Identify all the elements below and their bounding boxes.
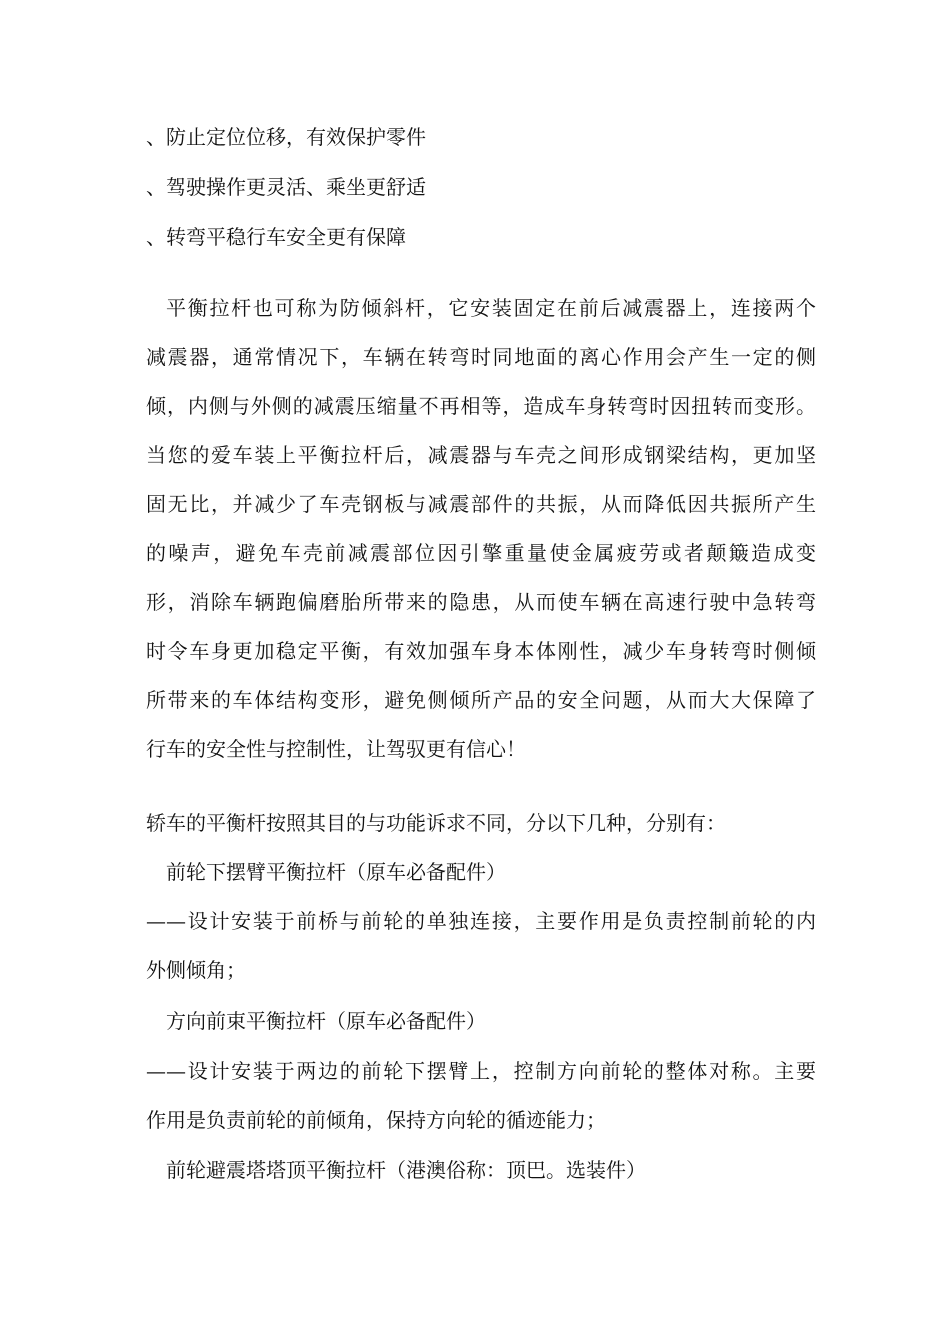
item-heading: 方向前束平衡拉杆（原车必备配件）: [166, 1009, 486, 1033]
bullet-item: 、驾驶操作更灵活、乘坐更舒适: [146, 175, 426, 199]
intro-line: 轿车的平衡杆按照其目的与功能诉求不同，分以下几种，分别有：: [146, 811, 726, 835]
item-description: 作用是负责前轮的前倾角，保持方向轮的循迹能力；: [146, 1108, 606, 1132]
item-description: ——设计安装于两边的前轮下摆臂上，控制方向前轮的整体对称。主要: [146, 1059, 816, 1083]
paragraph-line: 行车的安全性与控制性，让驾驭更有信心！: [146, 737, 526, 761]
paragraph-line: 形，消除车辆跑偏磨胎所带来的隐患，从而使车辆在高速行驶中急转弯: [146, 590, 816, 614]
paragraph-line: 倾，内侧与外侧的减震压缩量不再相等，造成车身转弯时因扭转而变形。: [146, 394, 816, 418]
paragraph-line: 的噪声，避免车壳前减震部位因引擎重量使金属疲劳或者颠簸造成变: [146, 541, 816, 565]
paragraph-line: 平衡拉杆也可称为防倾斜杆，它安装固定在前后减震器上，连接两个: [166, 296, 816, 320]
item-description: ——设计安装于前桥与前轮的单独连接，主要作用是负责控制前轮的内: [146, 909, 816, 933]
paragraph-line: 减震器，通常情况下，车辆在转弯时同地面的离心作用会产生一定的侧: [146, 345, 816, 369]
item-description: 外侧倾角；: [146, 958, 246, 982]
paragraph-line: 时令车身更加稳定平衡，有效加强车身本体刚性，减少车身转弯时侧倾: [146, 639, 816, 663]
bullet-item: 、转弯平稳行车安全更有保障: [146, 225, 406, 249]
item-heading: 前轮避震塔塔顶平衡拉杆（港澳俗称：顶巴。选装件）: [166, 1158, 646, 1182]
item-heading: 前轮下摆臂平衡拉杆（原车必备配件）: [166, 860, 506, 884]
paragraph-line: 所带来的车体结构变形，避免侧倾所产品的安全问题，从而大大保障了: [146, 688, 816, 712]
paragraph-line: 当您的爱车装上平衡拉杆后，减震器与车壳之间形成钢梁结构，更加坚: [146, 443, 816, 467]
paragraph-line: 固无比，并减少了车壳钢板与减震部件的共振，从而降低因共振所产生: [146, 492, 816, 516]
bullet-item: 、防止定位位移，有效保护零件: [146, 125, 426, 149]
